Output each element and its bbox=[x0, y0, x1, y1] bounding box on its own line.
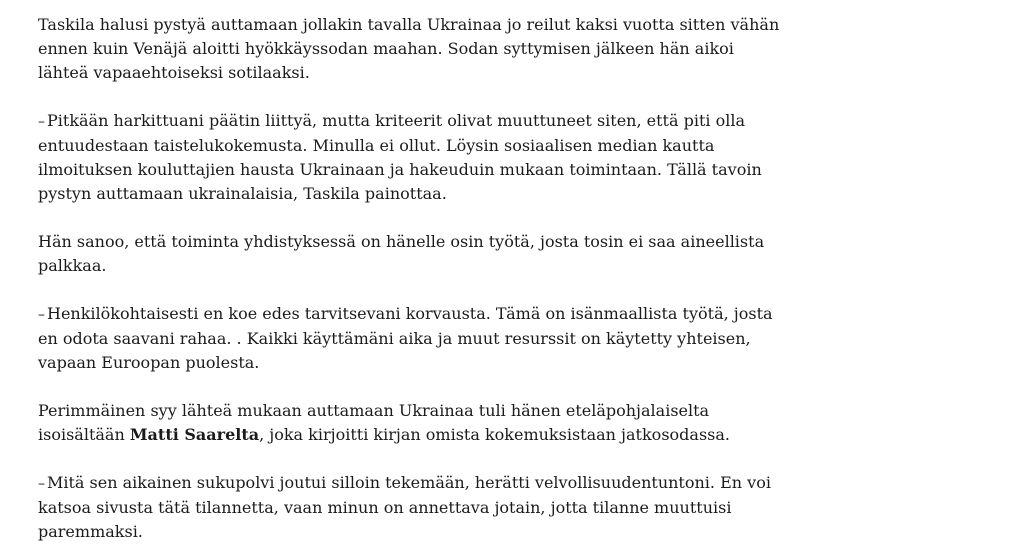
text-line: palkkaa. bbox=[38, 256, 107, 275]
quote-paragraph bbox=[38, 471, 771, 544]
text-line: ennen kuin Venäjä aloitti hyökkäyssodan maahan. Sodan syttymisen jälkeen hän aikoi bbox=[38, 39, 734, 58]
quote-paragraph bbox=[38, 302, 773, 375]
article-body bbox=[38, 13, 780, 544]
quote-text: Mitä sen aikainen sukupolvi joutui silloin tekemään, herätti velvollisuudentuntoni. En voi bbox=[47, 473, 771, 492]
text-line bbox=[38, 423, 758, 447]
text-line: vapaan Euroopan puolesta. bbox=[38, 353, 260, 372]
text-line: en odota saavani rahaa. . Kaikki käyttämäni aika ja muut resurssit on käytetty yhteisen, bbox=[38, 329, 751, 348]
text-line: Hän sanoo, että toiminta yhdistyksessä on hänelle osin työtä, josta tosin ei saa aineellista bbox=[38, 232, 765, 251]
text-line bbox=[38, 109, 758, 134]
text-line: Perimmäinen syy lähteä mukaan auttamaan Ukrainaa tuli hänen eteläpohjalaiselta bbox=[38, 401, 710, 420]
paragraph bbox=[38, 13, 780, 85]
text-line: lähteä vapaaehtoiseksi sotilaaksi. bbox=[38, 63, 310, 82]
paragraph bbox=[38, 399, 758, 447]
text-line: ilmoituksen kouluttajien hausta Ukrainaan ja hakeuduin mukaan toimintaan. Tällä tavoin bbox=[38, 160, 762, 179]
quote-dash: – bbox=[38, 307, 45, 323]
quote-paragraph bbox=[38, 109, 762, 206]
quote-text: Pitkään harkittuani päätin liittyä, mutta kriteerit olivat muuttuneet siten, että piti olla bbox=[47, 111, 745, 130]
text-line: paremmaksi. bbox=[38, 522, 143, 541]
text-line: entuudestaan taistelukokemusta. Minulla ei ollut. Löysin sosiaalisen median kautta bbox=[38, 136, 715, 155]
text-line bbox=[38, 471, 771, 496]
paragraph bbox=[38, 230, 765, 278]
quote-text: Henkilökohtaisesti en koe edes tarvitsevani korvausta. Tämä on isänmaallista työtä, josta bbox=[47, 304, 773, 323]
text-segment: , joka kirjoitti kirjan omista kokemuksistaan jatkosodassa. bbox=[259, 425, 730, 444]
text-segment: isoisältään bbox=[38, 425, 130, 444]
text-line: Taskila halusi pystyä auttamaan jollakin tavalla Ukrainaa jo reilut kaksi vuotta sitten vähän bbox=[38, 15, 780, 34]
text-line: katsoa sivusta tätä tilannetta, vaan minun on annettava jotain, jotta tilanne muuttuisi bbox=[38, 498, 732, 517]
quote-dash: – bbox=[38, 114, 45, 130]
text-line bbox=[38, 302, 773, 327]
text-line: pystyn auttamaan ukrainalaisia, Taskila painottaa. bbox=[38, 184, 447, 203]
quote-dash: – bbox=[38, 476, 45, 492]
person-name: Matti Saarelta bbox=[129, 425, 260, 444]
